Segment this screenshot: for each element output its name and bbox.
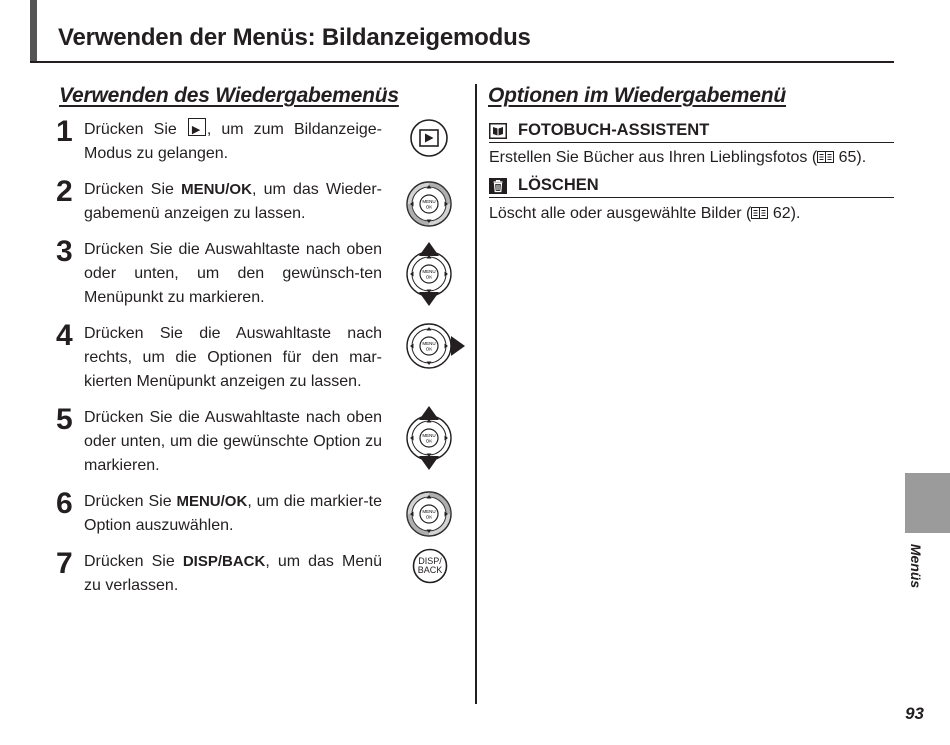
step-text-post: , um zum Bildanzeige-Modus zu gelangen. (84, 121, 382, 162)
step-text (84, 322, 382, 394)
step-text-post: Drücken Sie die Auswahltaste nach rechts, um die Optionen für den mar-kierten Menüpunkt anzeigen zu lassen. (84, 325, 382, 390)
photobook-icon (489, 123, 507, 139)
svg-text:OK: OK (425, 204, 433, 210)
svg-text:OK: OK (425, 514, 433, 520)
step-number: 5 (56, 403, 73, 436)
step-number: 2 (56, 175, 73, 208)
option-label-fotobuch: FOTOBUCH-ASSISTENT (518, 121, 710, 139)
svg-text:MENU: MENU (422, 433, 436, 438)
svg-text:OK: OK (425, 346, 433, 352)
step-text-pre: Drücken Sie (84, 553, 183, 570)
svg-text:BACK: BACK (417, 565, 443, 575)
svg-text:MENU: MENU (422, 269, 436, 274)
step-text (84, 550, 382, 598)
page-number: 93 (905, 704, 924, 723)
disp-back-button-icon (412, 548, 448, 589)
step-number: 3 (56, 235, 73, 268)
step-key-label: MENU/OK (181, 181, 252, 198)
menu-ok-button-icon (405, 490, 453, 543)
step-key-label: DISP/BACK (182, 553, 266, 570)
step-number: 6 (56, 487, 73, 520)
svg-text:MENU: MENU (422, 199, 436, 204)
trash-icon (489, 178, 507, 194)
step-text (84, 238, 382, 310)
option-desc-text: Erstellen Sie Bücher aus Ihren Lieblingsfotos ( (489, 149, 818, 166)
step-text-post: , um das Wieder-gabemenü anzeigen zu lassen. (84, 181, 382, 222)
step-text (84, 490, 382, 538)
step-number: 4 (56, 319, 73, 352)
step-text-post: , um die markier-te Option auszuwählen. (84, 493, 382, 534)
svg-text:OK: OK (425, 438, 433, 444)
left-section-title: Verwenden des Wiedergabemenüs (59, 84, 399, 107)
section-side-tab (905, 473, 950, 533)
svg-text:MENU: MENU (422, 509, 436, 514)
step-text-pre: Drücken Sie (84, 181, 182, 198)
step-text-post: Drücken Sie die Auswahltaste nach oben oder unten, um den gewünsch-ten Menüpunkt zu markieren. (84, 241, 382, 306)
selector-up-down-icon (405, 242, 453, 311)
step-number: 7 (56, 547, 73, 580)
step-text-post: , um das Menü zu verlassen. (84, 553, 383, 594)
step-text-post: Drücken Sie die Auswahltaste nach oben oder unten, um die gewünschte Option zu markieren. (84, 409, 382, 474)
step-text-pre: Drücken Sie (84, 121, 187, 138)
option-desc-fotobuch (489, 149, 866, 167)
page-ref-icon (817, 151, 834, 163)
option-desc-text: Löscht alle oder ausgewählte Bilder ( (489, 205, 752, 222)
option-page-ref: 65). (834, 149, 867, 166)
step-number: 1 (56, 115, 73, 148)
play-key-glyph: ▶ (191, 124, 201, 136)
step-text (84, 406, 382, 478)
side-section-label: Menüs (908, 543, 924, 589)
right-section-title: Optionen im Wiedergabemenü (488, 84, 786, 107)
playback-button-icon (409, 118, 449, 163)
column-divider (475, 84, 477, 704)
menu-ok-button-icon (405, 180, 453, 233)
step-text (84, 178, 382, 226)
svg-text:MENU: MENU (422, 341, 436, 346)
selector-up-down-icon (405, 406, 453, 475)
option-desc-loeschen (489, 205, 800, 223)
header-accent-bar (30, 0, 37, 62)
selector-right-icon (405, 322, 465, 375)
svg-text:OK: OK (425, 274, 433, 280)
page-ref-icon (751, 207, 768, 219)
option-page-ref: 62). (768, 205, 801, 222)
option-label-loeschen: LÖSCHEN (518, 176, 599, 194)
option-loeschen-header (489, 177, 894, 198)
header-rule (30, 61, 894, 63)
step-text (84, 118, 382, 166)
play-key-icon (188, 118, 206, 136)
option-fotobuch-header (489, 122, 894, 143)
step-text-pre: Drücken Sie (84, 493, 177, 510)
step-key-label: MENU/OK (176, 493, 248, 510)
svg-text:DISP/: DISP/ (418, 556, 442, 566)
page-title: Verwenden der Menüs: Bildanzeigemodus (58, 24, 531, 51)
